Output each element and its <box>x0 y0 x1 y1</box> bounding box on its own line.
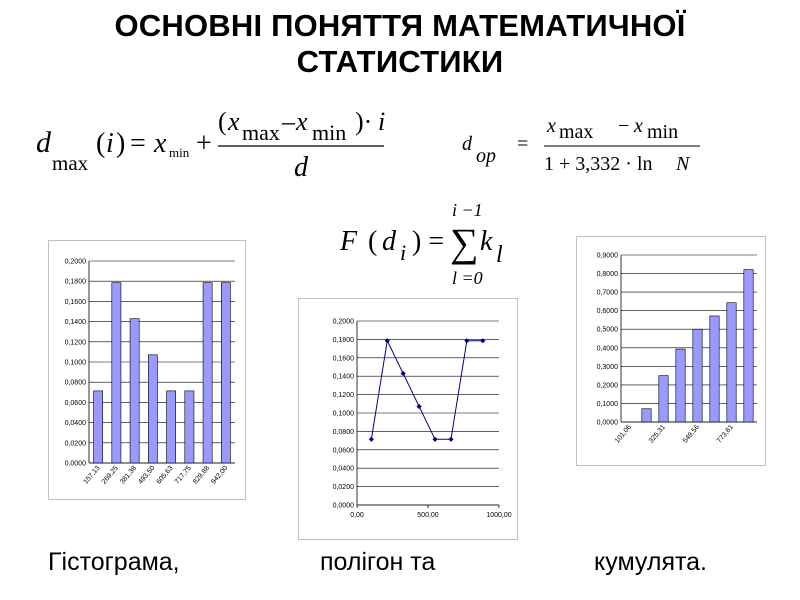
histogram-ytick-label: 0,0200 <box>64 440 86 448</box>
cumulate-ytick-label: 0,4000 <box>596 345 618 353</box>
histogram-xtick-label: 829,88 <box>192 464 212 486</box>
cumulate-bar <box>744 270 753 422</box>
cumulate-bar <box>710 316 719 422</box>
histogram-panel <box>48 240 246 500</box>
histogram-bar <box>148 355 157 463</box>
svg-text:i: i <box>378 107 386 136</box>
histogram-ytick-label: 0,1200 <box>64 339 86 347</box>
svg-text:) =: ) = <box>412 226 445 257</box>
svg-text:–: – <box>282 107 295 136</box>
svg-text:max: max <box>242 120 280 145</box>
histogram-ytick-label: 0,0400 <box>64 420 86 428</box>
cumulate-ytick-label: 0,9000 <box>596 252 618 260</box>
histogram-xtick-label: 381,38 <box>119 464 139 486</box>
cumulate-xtick-label: 549,56 <box>681 423 702 445</box>
cumulate-bar <box>659 376 668 422</box>
histogram-xtick-label: 717,75 <box>173 464 193 486</box>
polygon-ytick-label: 0,1400 <box>332 373 354 381</box>
polygon-ytick-label: 0,2000 <box>332 318 354 326</box>
caption-cumulate: кумулята. <box>594 548 708 576</box>
polygon-ytick-label: 0,1200 <box>332 392 354 400</box>
svg-text:d: d <box>36 126 51 159</box>
svg-text:x: x <box>634 115 643 137</box>
histogram-bar <box>221 283 230 463</box>
histogram-ytick-label: 0,0000 <box>64 460 86 468</box>
svg-text:i −1: i −1 <box>452 200 483 220</box>
polygon-xtick-label: 1000,00 <box>486 512 512 519</box>
polygon-ytick-label: 0,0800 <box>332 428 354 436</box>
histogram-bar <box>94 391 103 463</box>
svg-text:∑: ∑ <box>450 220 479 265</box>
svg-text:)·: )· <box>355 107 373 136</box>
histogram-ytick-label: 0,1000 <box>64 359 86 367</box>
svg-text:min: min <box>312 120 347 145</box>
svg-text:max: max <box>52 151 89 175</box>
svg-text:d: d <box>294 152 308 180</box>
polygon-ytick-label: 0,0600 <box>332 447 354 455</box>
formula-dop <box>462 112 712 188</box>
histogram-bar <box>203 283 212 463</box>
histogram-xtick-label: 942,00 <box>210 464 230 486</box>
page-title: ОСНОВНІ ПОНЯТТЯ МАТЕМАТИЧНОЇ СТАТИСТИКИ <box>114 8 686 79</box>
histogram-xtick-label: 493,50 <box>137 464 157 486</box>
cumulate-ytick-label: 0,5000 <box>596 326 618 334</box>
cumulate-ytick-label: 0,0000 <box>596 419 618 427</box>
cumulate-ytick-label: 0,8000 <box>596 271 618 279</box>
histogram-bar <box>112 283 121 463</box>
svg-text:(: ( <box>218 107 227 136</box>
cumulate-xtick-label: 101,06 <box>613 423 634 445</box>
svg-text:x: x <box>154 128 167 159</box>
svg-text:(: ( <box>96 128 106 159</box>
polygon-ytick-label: 0,0000 <box>332 502 354 510</box>
histogram-ytick-label: 0,0800 <box>64 379 86 387</box>
svg-text:k: k <box>480 226 493 257</box>
histogram-xtick-label: 269,25 <box>100 464 120 486</box>
svg-text:): ) <box>116 128 126 159</box>
svg-text:x: x <box>296 107 308 136</box>
polygon-ytick-label: 0,0400 <box>332 465 354 473</box>
cumulate-panel <box>576 236 766 466</box>
polygon-chart <box>299 299 517 539</box>
formula-cumulative-graphic <box>340 198 540 290</box>
polygon-xtick-label: 500,00 <box>417 512 439 519</box>
polygon-ytick-label: 0,0200 <box>332 484 354 492</box>
svg-text:l =0: l =0 <box>452 268 483 288</box>
svg-text:op: op <box>476 145 496 167</box>
svg-text:i: i <box>400 240 407 265</box>
caption-histogram: Гістограма, <box>48 548 180 576</box>
polygon-ytick-label: 0,1000 <box>332 410 354 418</box>
histogram-ytick-label: 0,1400 <box>64 319 86 327</box>
cumulate-bar <box>642 409 651 422</box>
svg-text:=: = <box>130 128 146 159</box>
cumulate-bar <box>693 329 702 422</box>
cumulate-xtick-label: 773,81 <box>715 423 736 445</box>
cumulate-chart <box>577 237 765 465</box>
cumulate-plot-area <box>621 255 757 422</box>
polygon-xtick-label: 0,00 <box>350 512 364 519</box>
polygon-ytick-label: 0,1800 <box>332 336 354 344</box>
svg-text:F: F <box>340 226 358 257</box>
svg-text:d: d <box>462 133 472 155</box>
svg-text:−: − <box>618 115 630 137</box>
svg-text:min: min <box>647 121 679 143</box>
svg-text:N: N <box>676 153 690 175</box>
cumulate-ytick-label: 0,7000 <box>596 289 618 297</box>
svg-text:+: + <box>196 128 212 159</box>
histogram-bar <box>130 319 139 463</box>
formula-dop-graphic <box>462 112 712 182</box>
svg-text:1 + 3,332 · ln: 1 + 3,332 · ln <box>544 153 653 175</box>
histogram-xtick-label: 605,63 <box>155 464 175 486</box>
cumulate-bar <box>727 303 736 422</box>
histogram-ytick-label: 0,0600 <box>64 399 86 407</box>
svg-text:max: max <box>559 121 594 143</box>
polygon-panel <box>298 298 518 540</box>
svg-text:l: l <box>496 242 503 268</box>
svg-text:i: i <box>106 128 114 159</box>
svg-text:x: x <box>547 115 556 137</box>
polygon-ytick-label: 0,1600 <box>332 355 354 363</box>
formula-cumulative <box>340 198 540 298</box>
histogram-xtick-label: 157,13 <box>82 464 102 486</box>
histogram-chart <box>49 241 245 499</box>
formula-dmax <box>32 100 412 188</box>
svg-text:(: ( <box>368 226 378 257</box>
cumulate-ytick-label: 0,2000 <box>596 382 618 390</box>
svg-text:min: min <box>169 145 190 160</box>
histogram-ytick-label: 0,1600 <box>64 298 86 306</box>
histogram-ytick-label: 0,2000 <box>64 258 86 266</box>
svg-text:d: d <box>382 226 396 257</box>
cumulate-xtick-label: 325,31 <box>647 423 668 445</box>
cumulate-ytick-label: 0,3000 <box>596 363 618 371</box>
cumulate-bar <box>676 349 685 422</box>
cumulate-ytick-label: 0,1000 <box>596 400 618 408</box>
histogram-bar <box>167 391 176 463</box>
histogram-bar <box>185 391 194 463</box>
formula-dmax-graphic <box>32 100 412 180</box>
caption-polygon: полігон та <box>320 548 436 576</box>
svg-text:=: = <box>517 133 529 155</box>
cumulate-ytick-label: 0,6000 <box>596 308 618 316</box>
histogram-ytick-label: 0,1800 <box>64 278 86 286</box>
svg-text:x: x <box>228 107 240 136</box>
